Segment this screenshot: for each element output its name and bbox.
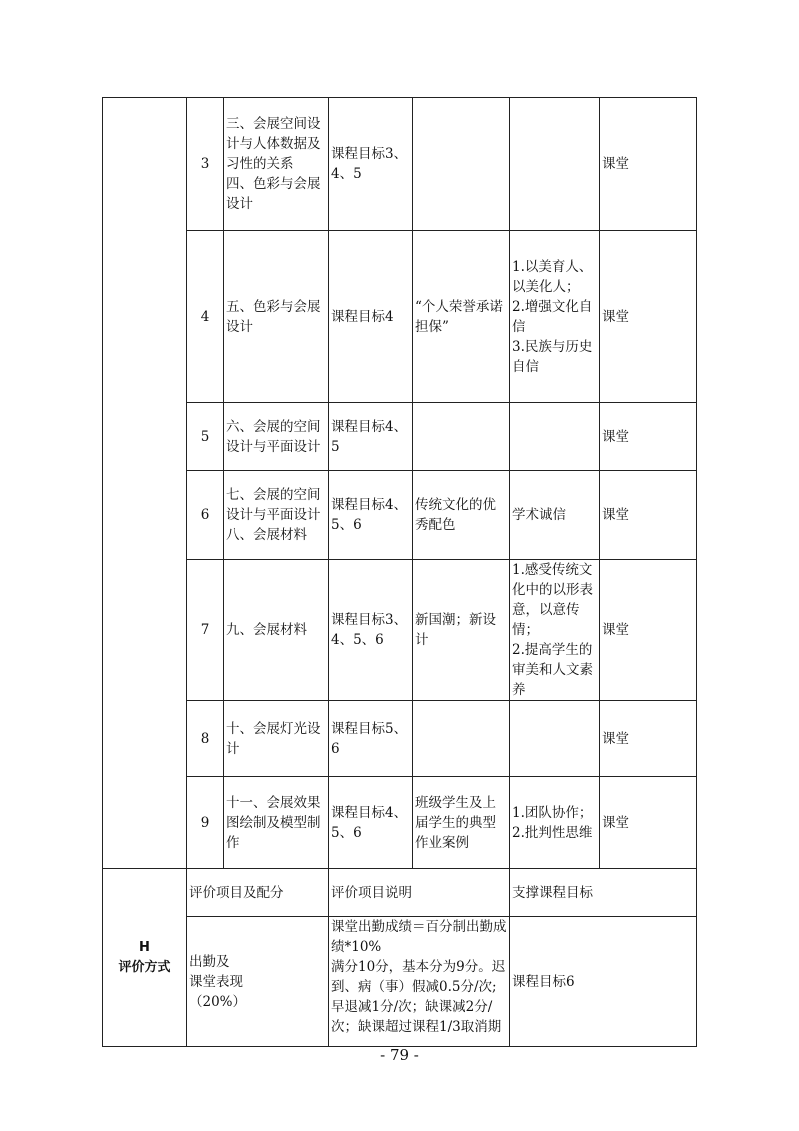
teaching-method: 课堂 [600, 98, 697, 231]
row-number: 5 [187, 403, 224, 471]
ideology-element [510, 403, 600, 471]
row-number: 6 [187, 471, 224, 560]
teaching-method: 课堂 [600, 231, 697, 403]
eval-item: 出勤及 课堂表现 （20%） [187, 917, 329, 1047]
ideology-case: 班级学生及上届学生的典型作业案例 [413, 777, 510, 869]
teaching-content: 十一、会展效果图绘制及模型制作 [224, 777, 329, 869]
course-goal: 课程目标3、4、5 [329, 98, 413, 231]
teaching-content: 五、色彩与会展设计 [224, 231, 329, 403]
teaching-method: 课堂 [600, 471, 697, 560]
teaching-method: 课堂 [600, 560, 697, 701]
ideology-case: “个人荣誉承诺担保” [413, 231, 510, 403]
eval-header-item: 评价项目及配分 [187, 869, 329, 917]
schedule-row [103, 98, 697, 231]
teaching-content: 十、会展灯光设计 [224, 701, 329, 777]
ideology-case [413, 98, 510, 231]
ideology-case [413, 403, 510, 471]
schedule-row [103, 560, 697, 701]
evaluation-row [103, 917, 697, 1047]
schedule-row [103, 777, 697, 869]
eval-header-target: 支撑课程目标 [510, 869, 697, 917]
eval-target: 课程目标6 [510, 917, 697, 1047]
course-goal: 课程目标4、5、6 [329, 471, 413, 560]
teaching-method: 课堂 [600, 777, 697, 869]
schedule-row [103, 701, 697, 777]
evaluation-section-label [103, 869, 187, 1047]
course-goal: 课程目标5、6 [329, 701, 413, 777]
page-number: - 79 - [380, 1046, 419, 1064]
eval-header-desc: 评价项目说明 [329, 869, 510, 917]
evaluation-header-row [103, 869, 697, 917]
schedule-row [103, 403, 697, 471]
evaluation-section-title: 评价方式 [118, 959, 171, 975]
section-left-blank [103, 98, 187, 869]
row-number: 7 [187, 560, 224, 701]
row-number: 8 [187, 701, 224, 777]
schedule-row [103, 471, 697, 560]
course-goal: 课程目标4、5、6 [329, 777, 413, 869]
row-number: 3 [187, 98, 224, 231]
evaluation-section-code: H [139, 939, 150, 955]
schedule-row [103, 231, 697, 403]
ideology-element: 1.以美育人、以美化人； 2.增强文化自信 3.民族与历史自信 [510, 231, 600, 403]
ideology-element [510, 701, 600, 777]
ideology-element: 1.团队协作； 2.批判性思维 [510, 777, 600, 869]
teaching-method: 课堂 [600, 403, 697, 471]
eval-desc: 课堂出勤成绩＝百分制出勤成绩*10% 满分10分，基本分为9分。迟到、病（事）假减0.5分/次;早退减1分/次；缺课减2分/次；缺课超过课程1/3取消期 [329, 917, 510, 1047]
teaching-content: 三、会展空间设计与人体数据及习性的关系 四、色彩与会展设计 [224, 98, 329, 231]
teaching-content: 六、会展的空间设计与平面设计 [224, 403, 329, 471]
ideology-case: 传统文化的优秀配色 [413, 471, 510, 560]
row-number: 4 [187, 231, 224, 403]
ideology-element: 学术诚信 [510, 471, 600, 560]
ideology-element: 1.感受传统文化中的以形表意，以意传情； 2.提高学生的审美和人文素养 [510, 560, 600, 701]
ideology-case: 新国潮；新设计 [413, 560, 510, 701]
ideology-element [510, 98, 600, 231]
teaching-method: 课堂 [600, 701, 697, 777]
teaching-content: 九、会展材料 [224, 560, 329, 701]
course-goal: 课程目标4、5 [329, 403, 413, 471]
ideology-case [413, 701, 510, 777]
course-goal: 课程目标3、4、5、6 [329, 560, 413, 701]
course-goal: 课程目标4 [329, 231, 413, 403]
teaching-content: 七、会展的空间设计与平面设计 八、会展材料 [224, 471, 329, 560]
course-table [102, 97, 697, 1047]
row-number: 9 [187, 777, 224, 869]
